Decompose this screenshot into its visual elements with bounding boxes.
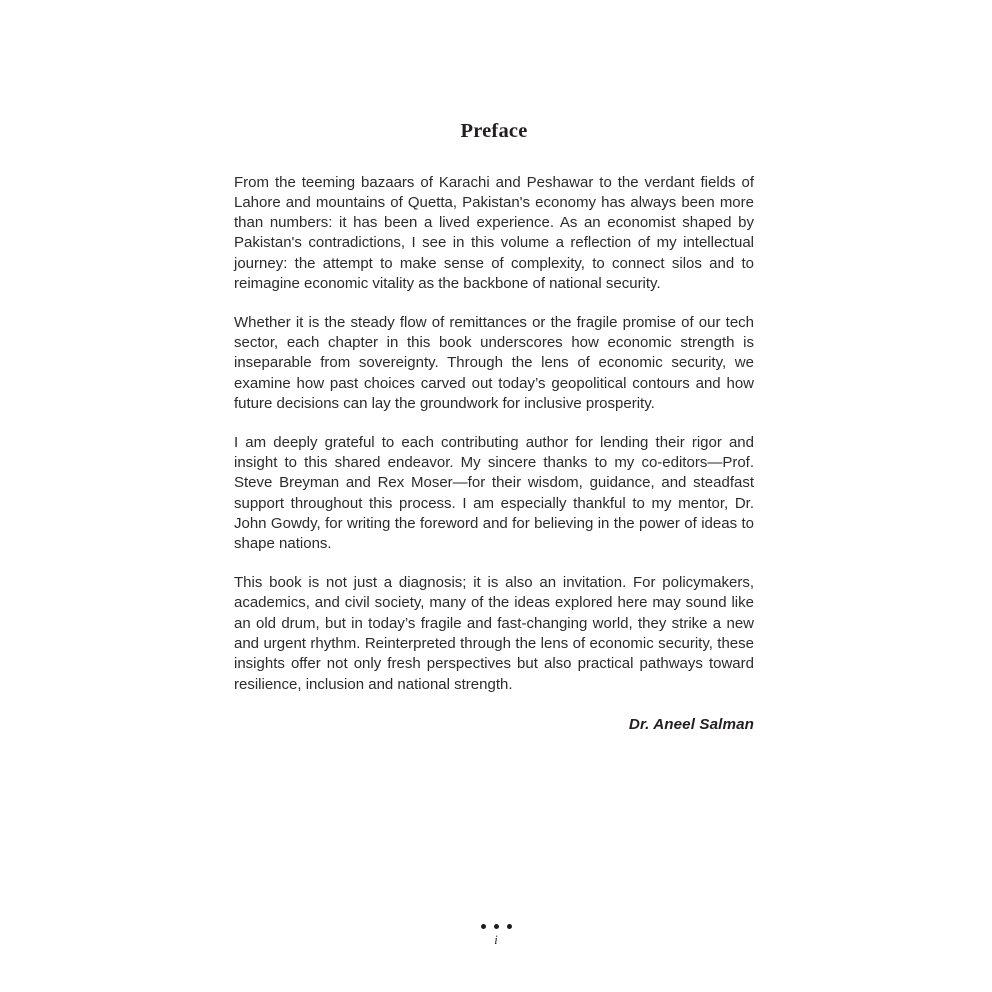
paragraph: This book is not just a diagnosis; it is also an invitation. For policymakers, academics, and civil society, many of the ideas explored here may sound like an old drum, but in today’s fragile and fast-changing world, they strike a new and urgent rhythm. Reinterpreted through the lens of economic security, these insights offer not only fresh perspectives but also practical pathways toward resilience, inclusion and national strength. bbox=[234, 574, 754, 693]
page-number: i bbox=[494, 933, 498, 947]
paragraph: From the teeming bazaars of Karachi and Peshawar to the verdant fields of Lahore and mountains of Quetta, Pakistan's economy has always been more than numbers: it has been a lived experience. As an economist shaped by Pakistan's contradictions, I see in this volume a reflection of my intellectual journey: the attempt to make sense of complexity, to connect silos and to reimagine economic vitality as the backbone of national security. bbox=[234, 173, 754, 292]
dot-icon bbox=[481, 924, 486, 929]
dot-icon bbox=[494, 924, 499, 929]
paragraph: Whether it is the steady flow of remittances or the fragile promise of our tech sector, each chapter in this book underscores how economic strength is inseparable from sovereignty. Through the lens of economic security, we examine how past choices carved out today’s geopolitical contours and how future decisions can lay the groundwork for inclusive prosperity. bbox=[234, 313, 754, 412]
page-content bbox=[234, 0, 754, 735]
page-title: Preface bbox=[460, 120, 528, 142]
paragraph: I am deeply grateful to each contributing author for lending their rigor and insight to this shared endeavor. My sincere thanks to my co-editors—Prof. Steve Breyman and Rex Moser—for their wisdom, guidance, and steadfast support throughout this process. I am especially thankful to my mentor, Dr. John Gowdy, for writing the foreword and for believing in the power of ideas to shape nations. bbox=[234, 433, 754, 553]
dot-icon bbox=[507, 924, 512, 929]
preface-body bbox=[234, 142, 754, 695]
dot-ornament-icon bbox=[0, 921, 992, 931]
author-signature: Dr. Aneel Salman bbox=[628, 715, 754, 733]
page-footer bbox=[0, 921, 992, 961]
